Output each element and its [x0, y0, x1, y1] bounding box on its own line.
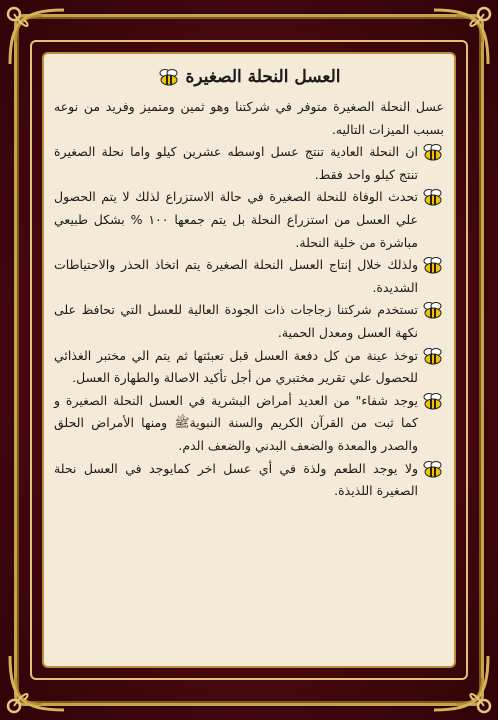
list-item [54, 299, 444, 344]
page-title: العسل النحلة الصغيرة [185, 67, 341, 87]
bee-icon [422, 143, 444, 161]
list-item-text: ان النحلة العادية تنتج عسل اوسطه عشرين كيلو واما نحلة الصغيرة تنتج كيلو واحد فقط. [54, 144, 418, 182]
bee-icon [422, 188, 444, 206]
content [54, 60, 444, 662]
bee-icon [422, 256, 444, 274]
bee-icon [422, 460, 444, 478]
list-item [54, 186, 444, 254]
list-item-text: توخذ عينة من كل دفعة العسل قبل تعبئتها ثم يتم الي مختبر الغذائي للحصول علي تقرير مختبري من أجل تأكيد الاصالة والطهارة العسل. [54, 347, 418, 386]
bee-icon [422, 392, 444, 410]
title-row [54, 60, 444, 94]
list-item-text: تحدث الوفاة للنحلة الصغيرة في حالة الاستزراع لذلك لا يتم الحصول علي العسل من استزراع النحلة بل يتم جمعها ١٠٠ % بشكل طبيعي مباشرة من خلية النحلة. [54, 189, 418, 250]
bee-icon [422, 347, 444, 365]
list-item [54, 141, 444, 186]
list-item-text: يوجد شفاء" من العديد أمراض البشرية في العسل النحلة الصغيرة و كما ثبت من القرآن الكريم والسنة النبويةﷺ ومنها الأمراض الحلق والصدر والمعدة والضعف البدني والضعف الدم. [54, 392, 418, 453]
list-item [54, 254, 444, 299]
intro-paragraph: عسل النحلة الصغيرة متوفر في شركتنا وهو ثمين ومتميز وفريد من نوعه بسبب الميزات التاليه. [54, 99, 444, 137]
list-item-text: ولذلك خلال إنتاج العسل النحلة الصغيرة يتم اتخاذ الحذر والاحتياطات الشديدة. [54, 257, 418, 295]
list-item [54, 345, 444, 390]
list-item [54, 390, 444, 458]
bee-icon [422, 301, 444, 319]
content-panel [44, 54, 454, 666]
list-item-text: تستخدم شركتنا زجاجات ذات الجودة العالية للعسل التي تحافظ على نكهة العسل ومعدل الحمية. [54, 302, 418, 340]
list-item [54, 458, 444, 503]
bee-icon [158, 68, 180, 86]
list-item-text: ولا يوجد الطعم ولذة في أي عسل اخر كمايوجد في العسل نحلة الصغيرة اللذيذة. [54, 460, 418, 499]
